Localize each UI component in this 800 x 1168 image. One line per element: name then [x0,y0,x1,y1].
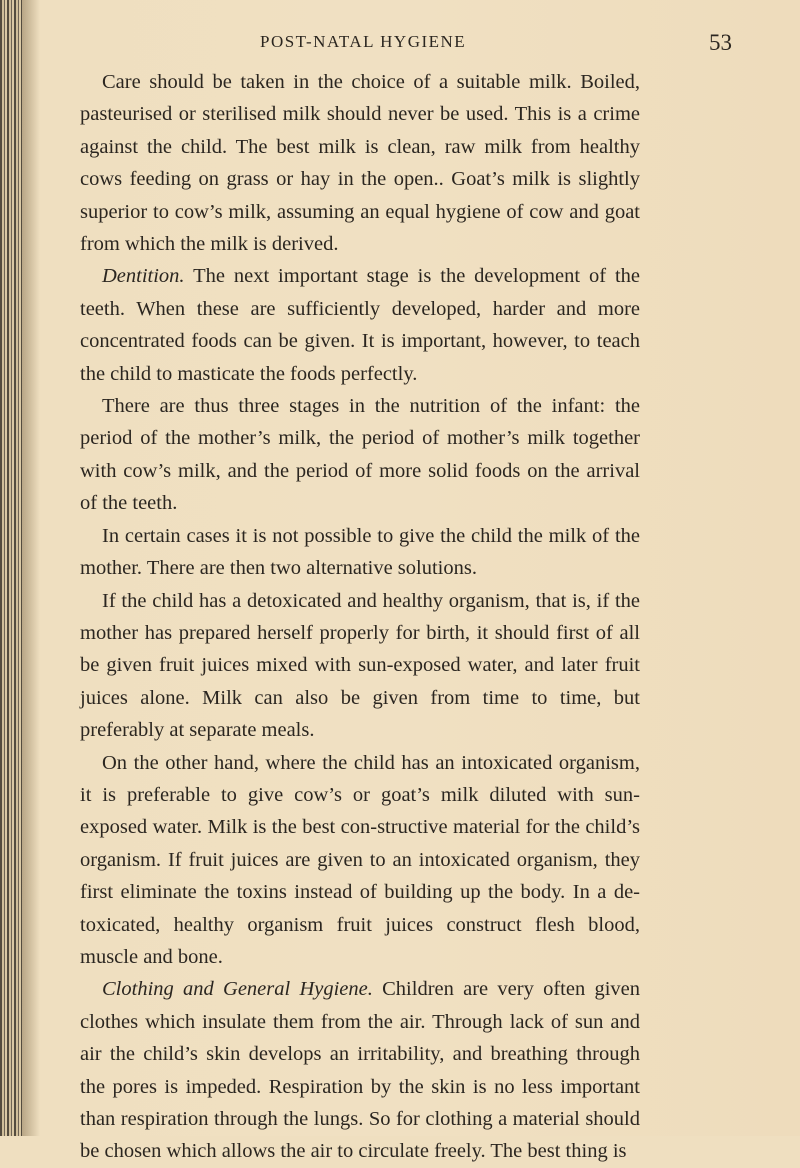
paragraph-alternatives: In certain cases it is not possible to give the child the milk of the mother. There are then two alternative solutions. [80,524,640,580]
binding-shadow [22,0,40,1136]
paragraph-dentition-text: The next important stage is the development of the teeth. When these are sufficiently developed, harder and more concentrated foods can be given. It is important, however, to teach the child to masticate the foods perfectly. [80,265,640,385]
section-heading-dentition: Dentition. [102,265,185,288]
running-head: POST-NATAL HYGIENE [260,32,467,51]
book-binding-edge [0,0,22,1136]
paragraph-milk-choice: Care should be taken in the choice of a suitable milk. Boiled, pasteurised or sterilised milk should never be used. This is a crime against the child. The best milk is clean, raw milk from healthy cows feeding on grass or hay in the open.. Goat’s milk is slightly superior to cow’s milk, assuming an equal hygiene of cow and goat from which the milk is derived. [80,71,640,256]
paragraph-detoxicated: If the child has a detoxicated and healthy organism, that is, if the mother has prepared herself properly for birth, it should first of all be given fruit juices mixed with sun-exposed water, and later fruit juices alone. Milk can also be given from time to time, but preferably at separate meals. [80,589,640,742]
paragraph-intoxicated: On the other hand, where the child has an intoxicated organism, it is preferable to give cow’s or goat’s milk diluted with sun-exposed water. Milk is the best con-structive material for the child’s organism. If fruit juices are given to an intoxicated organism, they first eliminate the toxins instead of building up the body. In a de-toxicated, healthy organism fruit juices construct flesh blood, muscle and bone. [80,751,640,968]
page-number: 53 [709,30,732,55]
section-heading-clothing: Clothing and General Hygiene. [102,978,373,1001]
body-text [80,66,640,1168]
paragraph-clothing [80,973,640,1167]
page-header [80,30,732,66]
paragraph-three-stages: There are thus three stages in the nutrition of the infant: the period of the mother’s milk, the period of mother’s milk together with cow’s milk, and the period of more solid foods on the arrival of the teeth. [80,395,640,515]
paragraph-clothing-text: Children are very often given clothes which insulate them from the air. Through lack of sun and air the child’s skin develops an irritability, and breathing through the pores is impeded. Respiration by the skin is no less important than respiration through the lungs. So for clothing a material should be chosen which allows the air to circulate freely. The best thing is [80,978,640,1163]
paragraph-dentition [80,260,640,390]
